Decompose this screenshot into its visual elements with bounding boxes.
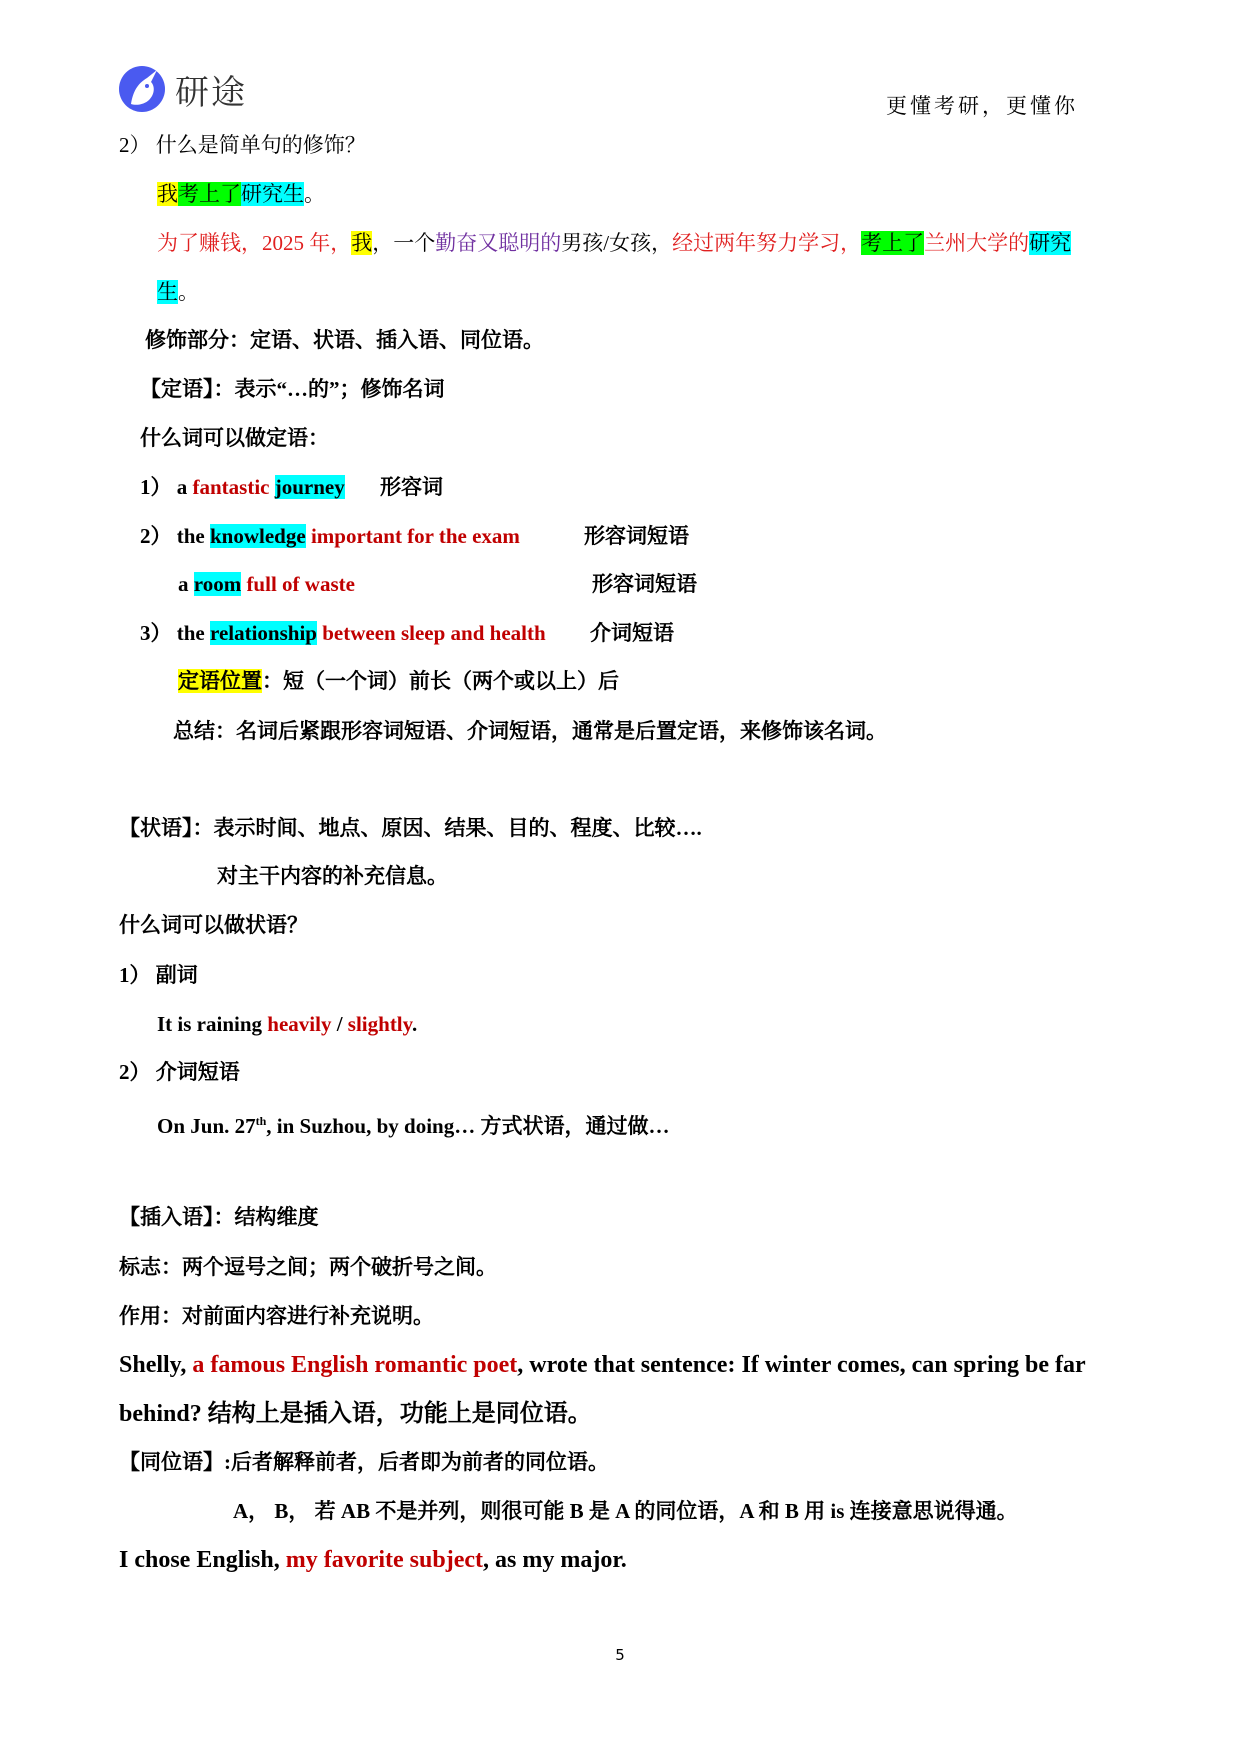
text-line xyxy=(140,473,345,501)
text-segment: A， B， 若 AB 不是并列，则很可能 B 是 A 的同位语，A 和 B 用 is 连接意思说得通。 xyxy=(233,1499,1018,1523)
slogan: 更懂考研，更懂你 xyxy=(886,94,1078,118)
grammar-note: 形容词 xyxy=(380,475,443,499)
text-line xyxy=(140,375,445,403)
text-segment: On Jun. 27 xyxy=(157,1114,256,1138)
highlighted-text: knowledge xyxy=(210,524,306,548)
text-line xyxy=(119,911,308,939)
text-segment: ，一个 xyxy=(372,231,436,255)
text-line xyxy=(157,1107,669,1140)
text-segment: behind? 结构上是插入语，功能上是同位语。 xyxy=(119,1401,592,1427)
text-line xyxy=(119,1399,592,1429)
text-segment: 2） 介词短语 xyxy=(119,1060,240,1084)
text-line xyxy=(119,131,366,159)
colored-text: full of waste xyxy=(241,572,355,596)
text-line xyxy=(119,961,198,989)
logo xyxy=(117,64,247,114)
colored-text: 经过两年努力学习， xyxy=(672,231,862,255)
text-segment: 对主干内容的补充信息。 xyxy=(217,864,448,888)
text-line xyxy=(119,1203,319,1231)
colored-text: heavily xyxy=(267,1012,332,1036)
text-segment: I chose English, xyxy=(119,1547,286,1573)
text-segment: 2） 什么是简单句的修饰？ xyxy=(119,133,366,157)
text-segment: 3） the xyxy=(140,621,210,645)
page-number: 5 xyxy=(615,1646,625,1664)
text-line xyxy=(173,717,887,745)
text-segment: , in Suzhou, by doing… 方式状语，通过做… xyxy=(266,1114,670,1138)
text-line xyxy=(119,814,702,842)
text-segment: 修饰部分：定语、状语、插入语、同位语。 xyxy=(145,328,544,352)
text-segment: a xyxy=(178,572,194,596)
text-segment: 。 xyxy=(304,182,325,206)
text-segment: 什么词可以做定语： xyxy=(140,426,329,450)
text-segment: 1） 副词 xyxy=(119,963,198,987)
colored-text: slightly xyxy=(347,1012,412,1036)
text-segment: 作用：对前面内容进行补充说明。 xyxy=(119,1304,434,1328)
colored-text: important for the exam xyxy=(305,524,520,548)
text-segment: 男孩/女孩， xyxy=(561,231,673,255)
text-line xyxy=(157,1010,417,1038)
text-line xyxy=(119,1253,497,1281)
highlighted-text: 研究生 xyxy=(241,182,304,206)
text-line xyxy=(145,326,544,354)
colored-text: 为了赚钱，2025 年， xyxy=(157,231,352,255)
highlighted-text: relationship xyxy=(210,621,317,645)
text-line xyxy=(157,278,199,306)
highlighted-text: 我 xyxy=(351,231,373,255)
unicorn-logo-icon xyxy=(117,64,167,114)
text-line xyxy=(157,180,325,208)
text-line xyxy=(119,1058,240,1086)
colored-text: 勤奋又聪明的 xyxy=(435,231,562,255)
text-line xyxy=(140,424,329,452)
text-line xyxy=(178,667,619,695)
text-segment: It is raining xyxy=(157,1012,268,1036)
text-segment: 总结：名词后紧跟形容词短语、介词短语，通常是后置定语，来修饰该名词。 xyxy=(173,719,887,743)
highlighted-text: 定语位置 xyxy=(178,669,262,693)
text-segment: 1） a xyxy=(140,475,193,499)
text-line xyxy=(217,862,448,890)
text-segment: , wrote that sentence: If winter comes, can spring be far xyxy=(517,1352,1086,1378)
text-line xyxy=(157,229,1071,257)
text-segment: 【插入语】：结构维度 xyxy=(119,1205,319,1229)
text-line xyxy=(119,1302,434,1330)
highlighted-text: 考上了 xyxy=(861,231,925,255)
highlighted-text: journey xyxy=(274,475,345,499)
text-segment: 【状语】：表示时间、地点、原因、结果、目的、程度、比较…. xyxy=(119,816,702,840)
text-line xyxy=(119,1545,627,1575)
highlighted-text: 考上了 xyxy=(178,182,241,206)
colored-text: 兰州大学的 xyxy=(924,231,1030,255)
text-segment: 【同位语】:后者解释前者，后者即为前者的同位语。 xyxy=(119,1450,609,1474)
highlighted-text: 生 xyxy=(157,280,178,304)
colored-text: my favorite subject xyxy=(285,1547,483,1573)
colored-text: fantastic xyxy=(192,475,275,499)
text-segment: / xyxy=(331,1012,348,1036)
highlighted-text: room xyxy=(193,572,242,596)
grammar-note: 形容词短语 xyxy=(584,524,689,548)
text-line xyxy=(178,570,355,598)
colored-text: between sleep and health xyxy=(316,621,546,645)
colored-text: a famous English romantic poet xyxy=(192,1352,518,1378)
text-line xyxy=(119,1448,609,1476)
logo-text: 研途 xyxy=(175,72,247,113)
text-segment: 标志：两个逗号之间；两个破折号之间。 xyxy=(119,1255,497,1279)
text-segment: th xyxy=(255,1114,267,1128)
text-segment: ：短（一个词）前长（两个或以上）后 xyxy=(262,669,619,693)
highlighted-text: 研究 xyxy=(1029,231,1072,255)
text-segment: 什么词可以做状语？ xyxy=(119,913,308,937)
text-segment: Shelly, xyxy=(119,1352,193,1378)
grammar-note: 介词短语 xyxy=(590,621,674,645)
text-line xyxy=(119,1350,1086,1380)
text-line xyxy=(140,619,546,647)
text-line xyxy=(140,522,520,550)
text-segment: 【定语】：表示“…的”；修饰名词 xyxy=(140,377,445,401)
text-segment: 2） the xyxy=(140,524,210,548)
highlighted-text: 我 xyxy=(157,182,178,206)
text-line xyxy=(233,1497,1018,1525)
text-segment: 。 xyxy=(178,280,199,304)
grammar-note: 形容词短语 xyxy=(592,572,697,596)
text-segment: , as my major. xyxy=(483,1547,627,1573)
text-segment: . xyxy=(412,1012,418,1036)
